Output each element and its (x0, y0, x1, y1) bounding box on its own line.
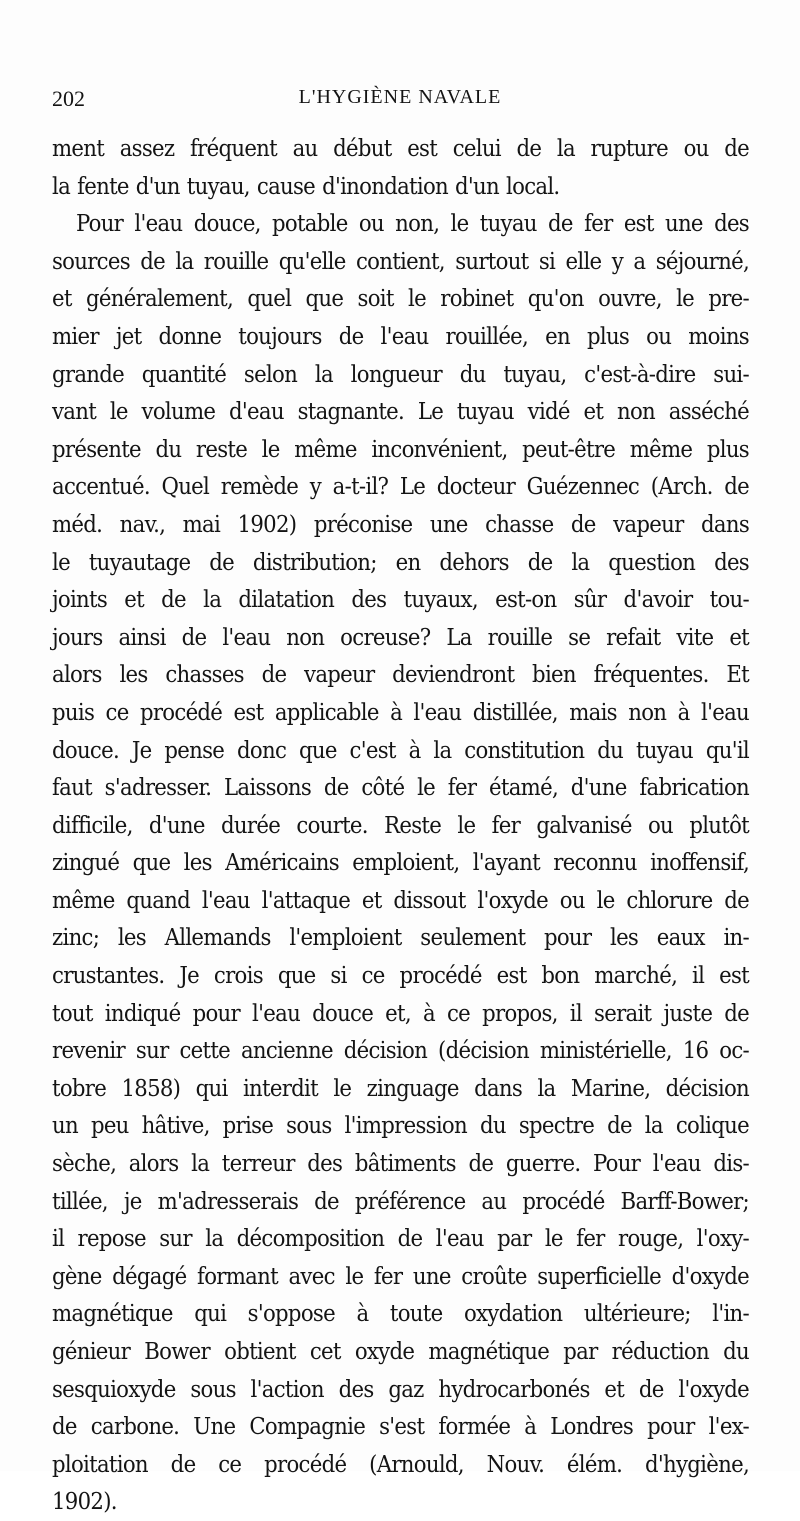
text-line: tillée, je m'adresserais de préférence au procédé Barff-Bower; (52, 1186, 749, 1215)
text-line: Pour l'eau douce, potable ou non, le tuyau de fer est une des (76, 209, 749, 238)
text-line: sources de la rouille qu'elle contient, surtout si elle y a séjourné, (52, 246, 749, 275)
page-number: 202 (52, 86, 85, 111)
text-line: même quand l'eau l'attaque et dissout l'oxyde ou le chlorure de (52, 885, 749, 914)
text-line: de carbone. Une Compagnie s'est formée à Londres pour l'ex- (52, 1412, 749, 1441)
running-title: L'HYGIÈNE NAVALE (298, 86, 502, 108)
text-line: revenir sur cette ancienne décision (décision ministérielle, 16 oc- (52, 1036, 749, 1065)
text-line: 1902). (52, 1487, 117, 1516)
text-line: puis ce procédé est applicable à l'eau distillée, mais non à l'eau (52, 697, 749, 726)
text-line: douce. Je pense donc que c'est à la constitution du tuyau qu'il (52, 735, 749, 764)
text-line: tobre 1858) qui interdit le zinguage dans la Marine, décision (52, 1073, 749, 1102)
text-line: magnétique qui s'oppose à toute oxydation ultérieure; l'in- (52, 1299, 749, 1328)
text-line: un peu hâtive, prise sous l'impression du spectre de la colique (52, 1111, 749, 1140)
text-line: génieur Bower obtient cet oxyde magnétique par réduction du (52, 1337, 749, 1365)
text-line: grande quantité selon la longueur du tuyau, c'est-à-dire sui- (52, 359, 749, 388)
text-line: méd. nav., mai 1902) préconise une chasse de vapeur dans (52, 509, 749, 538)
text-line: le tuyautage de distribution; en dehors de la question des (52, 547, 749, 576)
text-line: alors les chasses de vapeur deviendront bien fréquentes. Et (52, 660, 749, 689)
text-line: zinc; les Allemands l'emploient seulement pour les eaux in- (52, 923, 749, 952)
text-line: zingué que les Américains emploient, l'ayant reconnu inoffensif, (52, 848, 749, 877)
text-line: gène dégagé formant avec le fer une croûte superficielle d'oxyde (52, 1261, 749, 1290)
text-line: sèche, alors la terreur des bâtiments de guerre. Pour l'eau dis- (52, 1149, 749, 1178)
text-line: sesquioxyde sous l'action des gaz hydrocarbonés et de l'oxyde (52, 1374, 749, 1403)
text-line: jours ainsi de l'eau non ocreuse? La rouille se refait vite et (52, 622, 749, 651)
text-line: crustantes. Je crois que si ce procédé est bon marché, il est (52, 961, 749, 990)
text-line: la fente d'un tuyau, cause d'inondation d'un local. (52, 171, 560, 200)
text-line: et généralement, quel que soit le robinet qu'on ouvre, le pre- (52, 284, 749, 313)
text-line: tout indiqué pour l'eau douce et, à ce propos, il serait juste de (52, 998, 749, 1027)
text-line: difficile, d'une durée courte. Reste le fer galvanisé ou plutôt (52, 810, 749, 839)
text-line: faut s'adresser. Laissons de côté le fer étamé, d'une fabrication (52, 773, 749, 802)
text-line: présente du reste le même inconvénient, peut-être même plus (52, 434, 749, 463)
text-line: mier jet donne toujours de l'eau rouillée, en plus ou moins (52, 321, 749, 350)
body-text (52, 130, 749, 1521)
text-line: ment assez fréquent au début est celui de la rupture ou de (52, 134, 749, 162)
text-line: vant le volume d'eau stagnante. Le tuyau vidé et non asséché (52, 397, 749, 426)
text-line: ploitation de ce procédé (Arnould, Nouv. élém. d'hygiène, (52, 1449, 749, 1478)
text-line: il repose sur la décomposition de l'eau par le fer rouge, l'oxy- (52, 1224, 749, 1253)
text-line: joints et de la dilatation des tuyaux, est-on sûr d'avoir tou- (52, 585, 749, 614)
running-head (52, 86, 748, 118)
text-line: accentué. Quel remède y a-t-il? Le docteur Guézennec (Arch. de (52, 472, 749, 501)
